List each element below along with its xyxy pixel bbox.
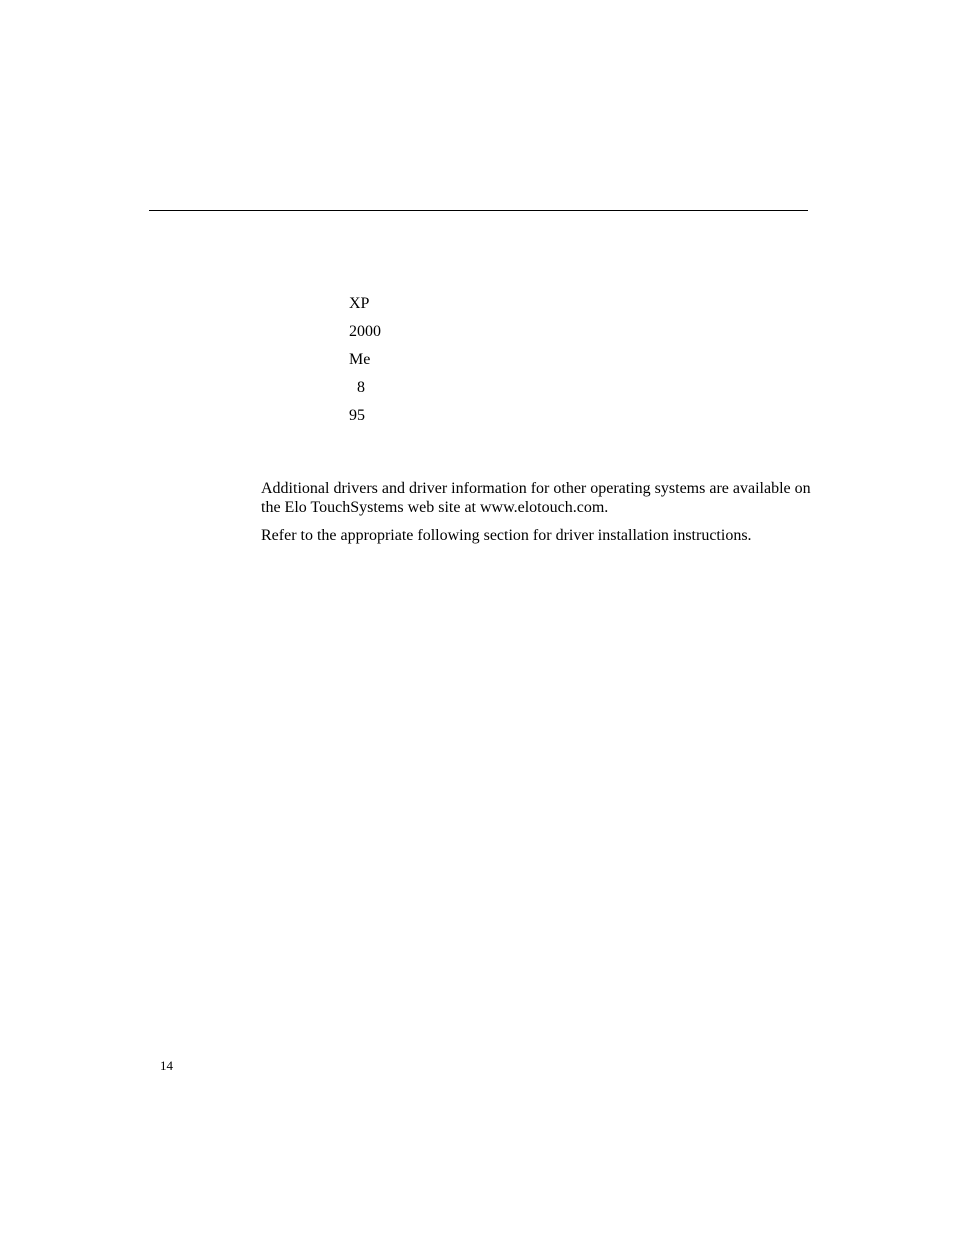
- page-number: 14: [160, 1058, 173, 1073]
- list-item: XP: [349, 295, 370, 312]
- list-item: 8: [349, 379, 365, 396]
- list-item: Me: [349, 351, 371, 368]
- header-rule: [149, 210, 808, 211]
- body-text: [261, 479, 821, 554]
- operating-system-list: [349, 290, 381, 430]
- list-item: 95: [349, 407, 365, 424]
- list-item: 2000: [349, 323, 381, 340]
- additional-drivers-paragraph: Additional drivers and driver information for other operating systems are available on the Elo TouchSystems web site at www.elotouch.com.: [261, 480, 811, 516]
- refer-paragraph: Refer to the appropriate following section for driver installation instructions.: [261, 527, 752, 544]
